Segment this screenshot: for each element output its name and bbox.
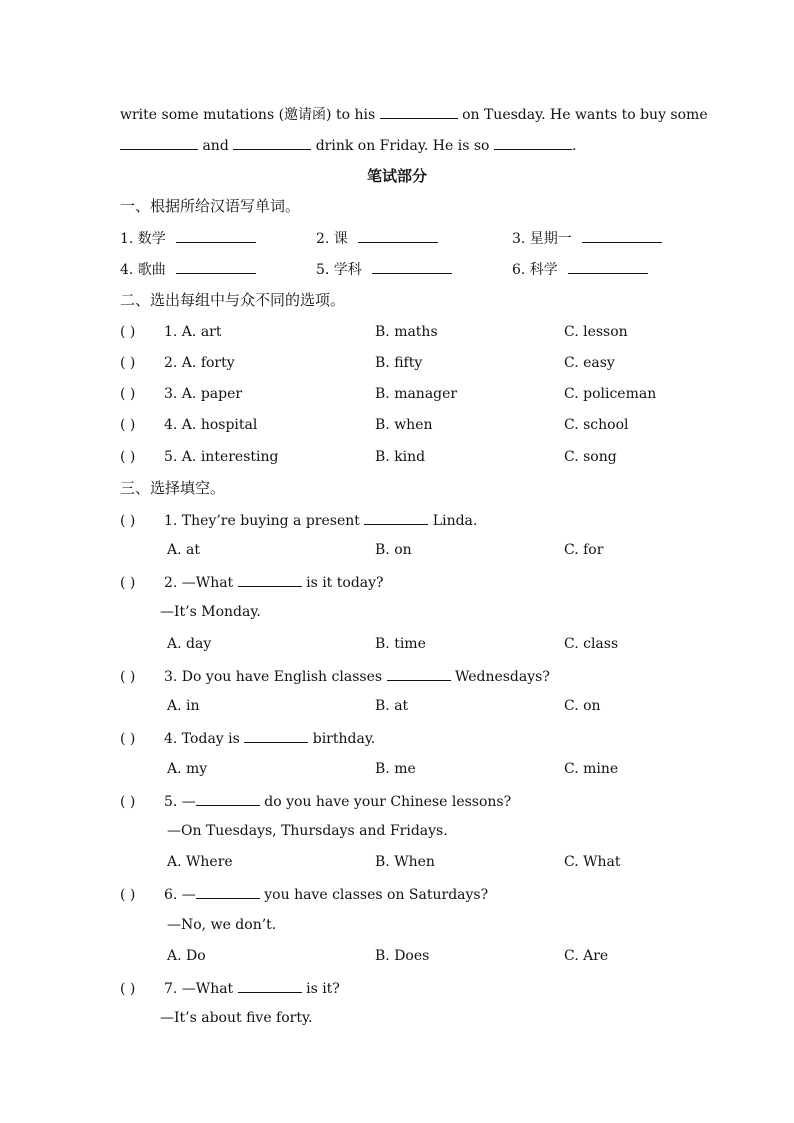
option-b: B. me xyxy=(375,761,416,777)
option-c: C. mine xyxy=(564,761,619,777)
answer-paren[interactable]: ( ) xyxy=(120,794,136,810)
option-c: C. What xyxy=(564,854,621,870)
vocab-item: 6. 科学 xyxy=(512,259,648,279)
question-row: ( ) 3. Do you have English classes Wednesdays? xyxy=(120,666,550,686)
vocab-item: 4. 歌曲 xyxy=(120,259,256,279)
dialog-reply: —It’s Monday. xyxy=(160,604,261,620)
answer-blank[interactable] xyxy=(176,228,256,243)
answer-paren[interactable]: ( ) xyxy=(120,731,136,747)
option-c: C. school xyxy=(564,417,629,433)
answer-paren[interactable]: ( ) xyxy=(120,449,136,465)
intro-text: on Tuesday. He wants to buy some xyxy=(462,107,708,123)
part1-heading: 一、根据所给汉语写单词。 xyxy=(120,197,301,215)
question-row: ( ) 7. —What is it? xyxy=(120,978,340,998)
option-b: B. time xyxy=(375,636,426,652)
intro-text: and xyxy=(202,138,229,154)
answer-blank[interactable] xyxy=(196,791,260,806)
question-row: ( ) 5. A. interesting xyxy=(120,449,279,465)
option-b: B. When xyxy=(375,854,435,870)
question-row: ( ) 4. Today is birthday. xyxy=(120,728,375,748)
answer-paren[interactable]: ( ) xyxy=(120,417,136,433)
answer-paren[interactable]: ( ) xyxy=(120,513,136,529)
option-a: A. Where xyxy=(167,854,233,870)
option-c: C. Are xyxy=(564,948,609,964)
option-a: A. my xyxy=(167,761,208,777)
intro-line-1 xyxy=(120,104,708,124)
answer-blank[interactable] xyxy=(364,510,428,525)
question-row: ( ) 4. A. hospital xyxy=(120,417,258,433)
question-row: ( ) 6. — you have classes on Saturdays? xyxy=(120,884,488,904)
answer-blank[interactable] xyxy=(494,135,572,150)
option-c: C. lesson xyxy=(564,324,628,340)
question-row: ( ) 1. They’re buying a present Linda. xyxy=(120,510,477,530)
option-c: C. for xyxy=(564,542,604,558)
part2-heading: 二、选出每组中与众不同的选项。 xyxy=(120,291,346,309)
answer-blank[interactable] xyxy=(238,978,302,993)
option-a: A. day xyxy=(167,636,212,652)
answer-blank[interactable] xyxy=(120,135,198,150)
part3-heading: 三、选择填空。 xyxy=(120,479,226,497)
answer-paren[interactable]: ( ) xyxy=(120,981,136,997)
option-a: A. in xyxy=(167,698,200,714)
option-c: C. class xyxy=(564,636,619,652)
option-b: B. when xyxy=(375,417,433,433)
option-a: A. Do xyxy=(167,948,206,964)
option-b: B. manager xyxy=(375,386,458,402)
option-b: B. Does xyxy=(375,948,430,964)
intro-text: drink on Friday. He is so xyxy=(315,138,490,154)
intro-line-2 xyxy=(120,135,576,155)
answer-paren[interactable]: ( ) xyxy=(120,575,136,591)
answer-blank[interactable] xyxy=(238,572,302,587)
answer-blank[interactable] xyxy=(387,666,451,681)
answer-blank[interactable] xyxy=(233,135,311,150)
option-c: C. on xyxy=(564,698,601,714)
answer-blank[interactable] xyxy=(380,104,458,119)
question-row: ( ) 5. — do you have your Chinese lessons? xyxy=(120,791,511,811)
option-b: B. fifty xyxy=(375,355,423,371)
answer-paren[interactable]: ( ) xyxy=(120,324,136,340)
option-b: B. on xyxy=(375,542,412,558)
answer-blank[interactable] xyxy=(568,259,648,274)
answer-blank[interactable] xyxy=(176,259,256,274)
answer-blank[interactable] xyxy=(582,228,662,243)
answer-blank[interactable] xyxy=(372,259,452,274)
question-row: ( ) 2. A. forty xyxy=(120,355,235,371)
answer-paren[interactable]: ( ) xyxy=(120,669,136,685)
question-row: ( ) 3. A. paper xyxy=(120,386,243,402)
answer-blank[interactable] xyxy=(244,728,308,743)
answer-paren[interactable]: ( ) xyxy=(120,355,136,371)
intro-text: . xyxy=(571,138,577,154)
vocab-item: 2. 课 xyxy=(316,228,438,248)
answer-blank[interactable] xyxy=(358,228,438,243)
option-c: C. easy xyxy=(564,355,615,371)
dialog-reply: —On Tuesdays, Thursdays and Fridays. xyxy=(167,823,448,839)
question-row: ( ) 2. —What is it today? xyxy=(120,572,384,592)
dialog-reply: —It’s about five forty. xyxy=(160,1010,313,1026)
option-a: A. at xyxy=(167,542,200,558)
answer-paren[interactable]: ( ) xyxy=(120,386,136,402)
answer-paren[interactable]: ( ) xyxy=(120,887,136,903)
question-row: ( ) 1. A. art xyxy=(120,324,222,340)
dialog-reply: —No, we don’t. xyxy=(167,917,277,933)
intro-text: write some mutations (邀请函) to his xyxy=(120,107,376,123)
section-title: 笔试部分 xyxy=(366,167,427,185)
vocab-item: 1. 数学 xyxy=(120,228,256,248)
option-c: C. song xyxy=(564,449,617,465)
answer-blank[interactable] xyxy=(196,884,260,899)
option-b: B. maths xyxy=(375,324,438,340)
option-b: B. kind xyxy=(375,449,426,465)
vocab-item: 5. 学科 xyxy=(316,259,452,279)
option-c: C. policeman xyxy=(564,386,657,402)
vocab-item: 3. 星期一 xyxy=(512,228,662,248)
option-b: B. at xyxy=(375,698,409,714)
